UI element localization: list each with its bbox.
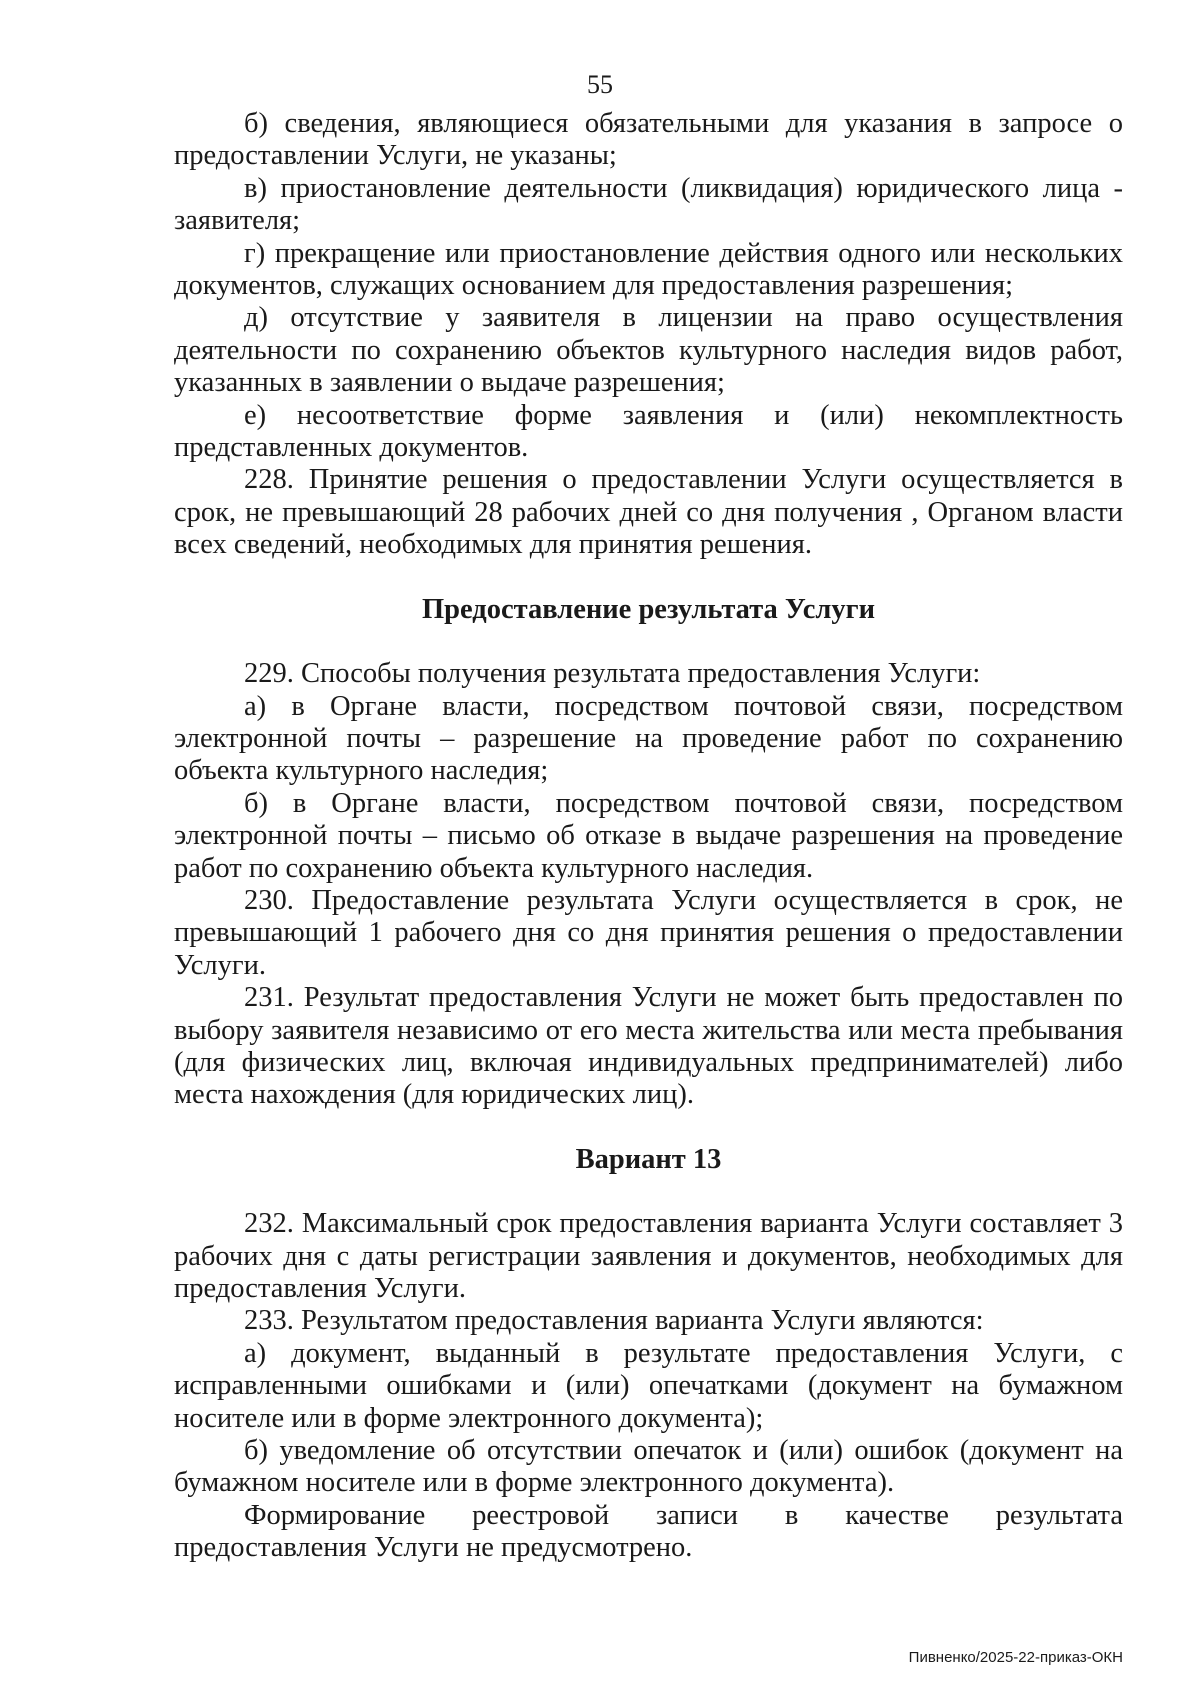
- paragraph: б) сведения, являющиеся обязательными для указания в запросе о предоставлении Услуги, не указаны;: [174, 108, 1123, 172]
- paragraph: б) уведомление об отсутствии опечаток и (или) ошибок (документ на бумажном носителе или в форме электронного документа).: [174, 1435, 1123, 1499]
- section-heading-variant: Вариант 13: [575, 1143, 722, 1175]
- paragraph: 230. Предоставление результата Услуги осуществляется в срок, не превышающий 1 рабочего дня со дня принятия решения о предоставлении Услуги.: [174, 884, 1123, 981]
- paragraph: 231. Результат предоставления Услуги не может быть предоставлен по выбору заявителя независимо от его места жительства или места пребывания (для физических лиц, включая индивидуальных предпринимателей) либо места нахождения (для юридических лиц).: [174, 982, 1123, 1111]
- page-number: 55: [587, 70, 613, 99]
- paragraph: Формирование реестровой записи в качестве результата предоставления Услуги не предусмотрено.: [174, 1499, 1123, 1564]
- paragraph: д) отсутствие у заявителя в лицензии на право осуществления деятельности по сохранению объектов культурного наследия видов работ, указанных в заявлении о выдаче разрешения;: [174, 302, 1123, 399]
- paragraph: б) в Органе власти, посредством почтовой связи, посредством электронной почты – письмо об отказе в выдаче разрешения на проведение работ по сохранению объекта культурного наследия.: [174, 787, 1123, 884]
- paragraph: 228. Принятие решения о предоставлении Услуги осуществляется в срок, не превышающий 28 рабочих дней со дня получения , Органом власти всех сведений, необходимых для принятия решения.: [174, 464, 1123, 561]
- paragraph: а) документ, выданный в результате предоставления Услуги, с исправленными ошибками и (или) опечатками (документ на бумажном носителе или в форме электронного документа);: [174, 1337, 1123, 1434]
- paragraph: 233. Результатом предоставления варианта Услуги являются:: [244, 1305, 984, 1337]
- paragraph: 229. Способы получения результата предоставления Услуги:: [244, 658, 981, 690]
- paragraph: е) несоответствие форме заявления и (или) некомплектность представленных документов.: [174, 399, 1123, 464]
- paragraph: в) приостановление деятельности (ликвидация) юридического лица - заявителя;: [174, 172, 1123, 237]
- section-heading-result: Предоставление результата Услуги: [421, 593, 876, 625]
- paragraph: а) в Органе власти, посредством почтовой связи, посредством электронной почты – разрешение на проведение работ по сохранению объекта культурного наследия;: [174, 690, 1123, 787]
- document-body: [174, 108, 1123, 1565]
- paragraph: 232. Максимальный срок предоставления варианта Услуги составляет 3 рабочих дня с даты регистрации заявления и документов, необходимых для предоставления Услуги.: [174, 1208, 1123, 1304]
- document-footer-code: Пивненко/2025-22-приказ-ОКН: [908, 1649, 1123, 1666]
- paragraph: г) прекращение или приостановление действия одного или нескольких документов, служащих основанием для предоставления разрешения;: [174, 237, 1123, 302]
